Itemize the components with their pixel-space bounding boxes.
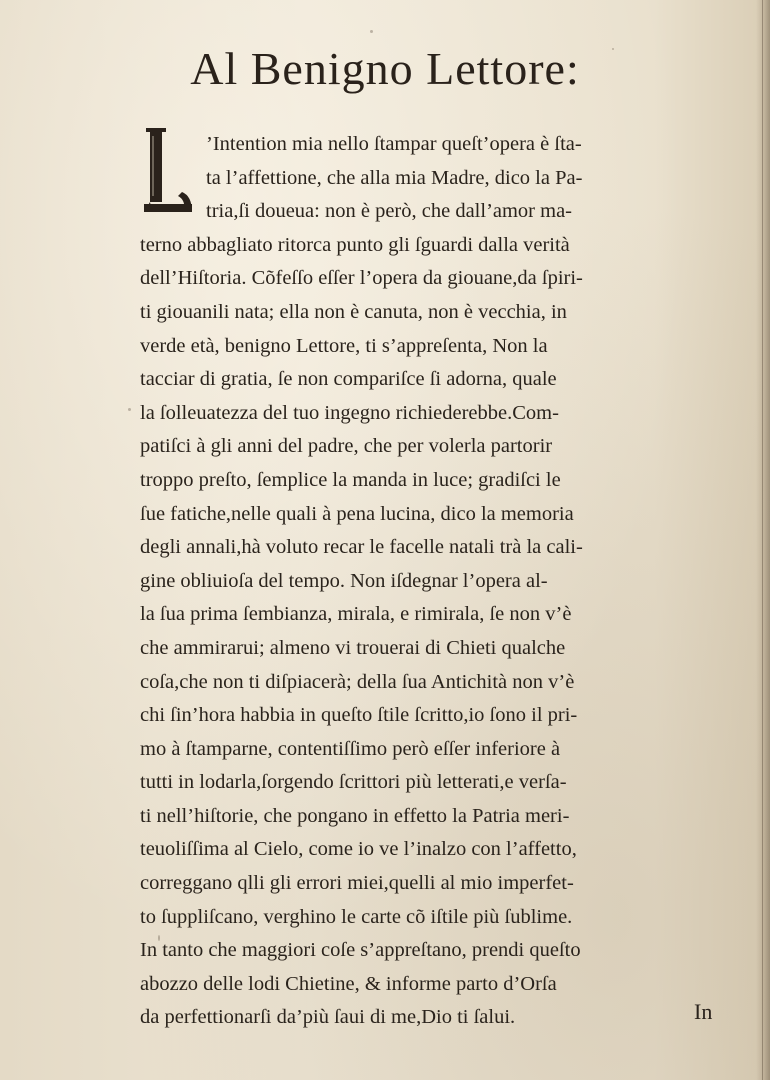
text-line: ta l’affettione, che alla mia Madre, dico la Pa- bbox=[206, 166, 583, 189]
text-line: teuoliſſima al Cielo, come io ve l’inalzo con l’affetto, bbox=[140, 838, 577, 861]
text-line: to ſuppliſcano, verghino le carte cõ iſtile più ſublime. bbox=[140, 905, 573, 928]
catchword: In bbox=[694, 999, 713, 1024]
page-edge-shadow bbox=[756, 0, 770, 1080]
ink-speck bbox=[370, 30, 373, 33]
text-line: verde età, benigno Lettore, ti s’appreſenta, Non la bbox=[140, 334, 548, 357]
text-line: coſa,che non ti diſpiacerà; della ſua Antichità non v’è bbox=[140, 670, 575, 693]
text-line: troppo preſto, ſemplice la manda in luce; gradiſci le bbox=[140, 468, 561, 491]
text-line: la ſolleuatezza del tuo ingegno richiederebbe.Com- bbox=[140, 401, 559, 424]
text-line: tria,ſi doueua: non è però, che dall’amor ma- bbox=[206, 200, 573, 223]
text-line: terno abbagliato ritorca punto gli ſguardi dalla verità bbox=[140, 233, 570, 256]
text-line: correggano qlli gli errori miei,quelli al mio imperfet- bbox=[140, 872, 574, 895]
text-line: gine obliuioſa del tempo. Non iſdegnar l’opera al- bbox=[140, 569, 548, 592]
text-line: mo à ſtamparne, contentiſſimo però eſſer inferiore à bbox=[140, 737, 561, 760]
text-line: abozzo delle lodi Chietine, & informe parto d’Orſa bbox=[140, 972, 557, 995]
address-to-reader-text bbox=[140, 128, 752, 1035]
text-line: chi ſin’hora habbia in queſto ſtile ſcritto,io ſono il pri- bbox=[140, 704, 578, 727]
text-line: tacciar di gratia, ſe non compariſce ſi adorna, quale bbox=[140, 368, 557, 391]
ink-speck bbox=[128, 408, 131, 411]
page-title: Al Benigno Lettore: bbox=[190, 43, 580, 94]
text-line: ſue fatiche,nelle quali à pena lucina, dico la memoria bbox=[140, 502, 574, 525]
text-line: In tanto che maggiori coſe s’appreſtano, prendi queſto bbox=[140, 939, 581, 962]
text-line: ti nell’hiſtorie, che pongano in effetto la Patria meri- bbox=[140, 804, 570, 827]
text-line: tutti in lodarla,ſorgendo ſcrittori più letterati,e verſa- bbox=[140, 771, 567, 794]
text-line: ti giouanili nata; ella non è canuta, non è vecchia, in bbox=[140, 300, 567, 323]
text-line: dell’Hiſtoria. Cõfeſſo eſſer l’opera da giouane,da ſpiri- bbox=[140, 267, 583, 290]
text-line: patiſci à gli anni del padre, che per volerla partorir bbox=[140, 435, 553, 458]
text-line: degli annali,hà voluto recar le facelle natali trà la cali- bbox=[140, 536, 583, 559]
text-line: la ſua prima ſembianza, mirala, e rimirala, ſe non v’è bbox=[140, 603, 572, 626]
text-line: da perfettionarſi da’più ſaui di me,Dio ti ſalui. bbox=[140, 1006, 516, 1029]
text-line: ’Intention mia nello ſtampar queſt’opera è ſta- bbox=[206, 133, 582, 155]
text-line: che ammirarui; almeno vi trouerai di Chieti qualche bbox=[140, 636, 566, 659]
